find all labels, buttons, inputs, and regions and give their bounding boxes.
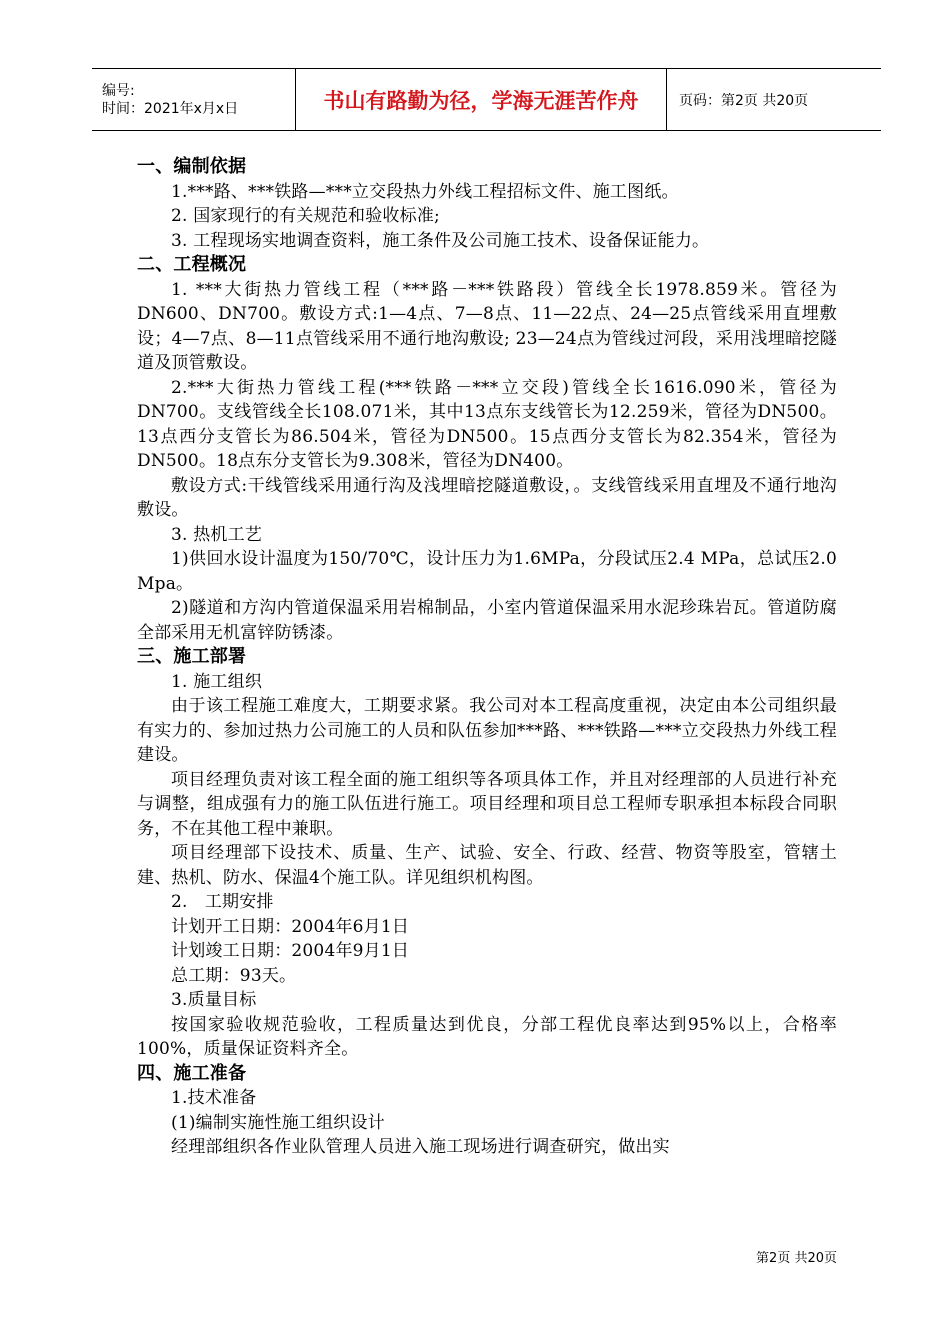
page-header xyxy=(92,68,881,131)
body-paragraph: 计划竣工日期：2004年9月1日 xyxy=(171,941,410,961)
body-paragraph: 3.质量目标 xyxy=(171,990,257,1010)
section-heading: 三、施工部署 xyxy=(137,646,247,667)
body-paragraph: 2. 工期安排 xyxy=(171,892,274,912)
section-heading: 四、施工准备 xyxy=(137,1062,247,1084)
header-page xyxy=(667,69,881,130)
body-paragraph: 敷设方式:干线管线采用通行沟及浅埋暗挖隧道敷设，。支线管线采用直埋及不通行地沟敷设。 xyxy=(137,475,837,520)
body-paragraph: 1.技术准备 xyxy=(171,1088,257,1108)
body-paragraph: 3. 热机工艺 xyxy=(171,524,263,545)
body-paragraph: 1. ***大街热力管线工程（***路－***铁路段）管线全长1978.859米。管径为DN600、DN700。敷设方式:1—4点、7—8点、11—22点、24—25点管线采用直埋敷设；4—7点、8—11点管线采用不通行地沟敷设; 23—24点为管线过河段，采用浅埋暗挖隧道及顶管敷设。 xyxy=(137,279,837,373)
body-paragraph: 按国家验收规范验收，工程质量达到优良，分部工程优良率达到95%以上，合格率100%，质量保证资料齐全。 xyxy=(137,1014,837,1059)
header-motto xyxy=(295,69,667,130)
body-paragraph: 3. 工程现场实地调查资料，施工条件及公司施工技术、设备保证能力。 xyxy=(171,230,710,251)
section-heading: 二、工程概况 xyxy=(137,254,247,275)
body-paragraph: 1.***路、***铁路—***立交段热力外线工程招标文件、施工图纸。 xyxy=(171,181,679,202)
body-paragraph: 2.***大街热力管线工程(***铁路－***立交段)管线全长1616.090米，管径为DN700。支线管线全长108.071米，其中13点东支线管长为12.259米，管径为DN500。13点西分支管长为86.504米，管径为DN500。15点西分支管长为82.354米，管径为DN500。18点东分支管长为9.308米，管径为DN400。 xyxy=(137,377,837,471)
header-page-label: 页码：第2页 共20页 xyxy=(679,92,809,109)
time-label: 时间：2021年x月x日 xyxy=(102,100,239,117)
body-paragraph: 2)隧道和方沟内管道保温采用岩棉制品，小室内管道保温采用水泥珍珠岩瓦。管道防腐全部采用无机富锌防锈漆。 xyxy=(137,598,837,643)
serial-label: 编号: xyxy=(102,82,135,99)
body-paragraph: 由于该工程施工难度大，工期要求紧。我公司对本工程高度重视，决定由本公司组织最有实力的、参加过热力公司施工的人员和队伍参加***路、***铁路—***立交段热力外线工程建设。 xyxy=(137,696,837,765)
body-paragraph: 2. 国家现行的有关规范和验收标准; xyxy=(171,206,440,226)
body-paragraph: 计划开工日期：2004年6月1日 xyxy=(171,916,410,937)
body-paragraph: (1)编制实施性施工组织设计 xyxy=(171,1112,385,1133)
page-footer: 第2页 共20页 xyxy=(756,1251,837,1266)
body-paragraph: 1. 施工组织 xyxy=(171,671,263,692)
body-paragraph: 项目经理负责对该工程全面的施工组织等各项具体工作，并且对经理部的人员进行补充与调整，组成强有力的施工队伍进行施工。项目经理和项目总工程师专职承担本标段合同职务，不在其他工程中兼职。 xyxy=(137,769,837,839)
body-paragraph: 项目经理部下设技术、质量、生产、试验、安全、行政、经营、物资等股室，管辖土建、热机、防水、保温4个施工队。详见组织机构图。 xyxy=(137,843,837,888)
document-body xyxy=(137,155,837,1160)
body-paragraph: 1)供回水设计温度为150/70℃，设计压力为1.6MPa，分段试压2.4 MPa，总试压2.0 Mpa。 xyxy=(137,549,837,594)
section-heading: 一、编制依据 xyxy=(137,156,247,177)
body-paragraph: 经理部组织各作业队管理人员进入施工现场进行调查研究，做出实 xyxy=(171,1137,670,1157)
body-paragraph: 总工期：93天。 xyxy=(171,965,297,986)
motto-text: 书山有路勤为径，学海无涯苦作舟 xyxy=(323,88,639,113)
header-meta xyxy=(92,69,295,130)
